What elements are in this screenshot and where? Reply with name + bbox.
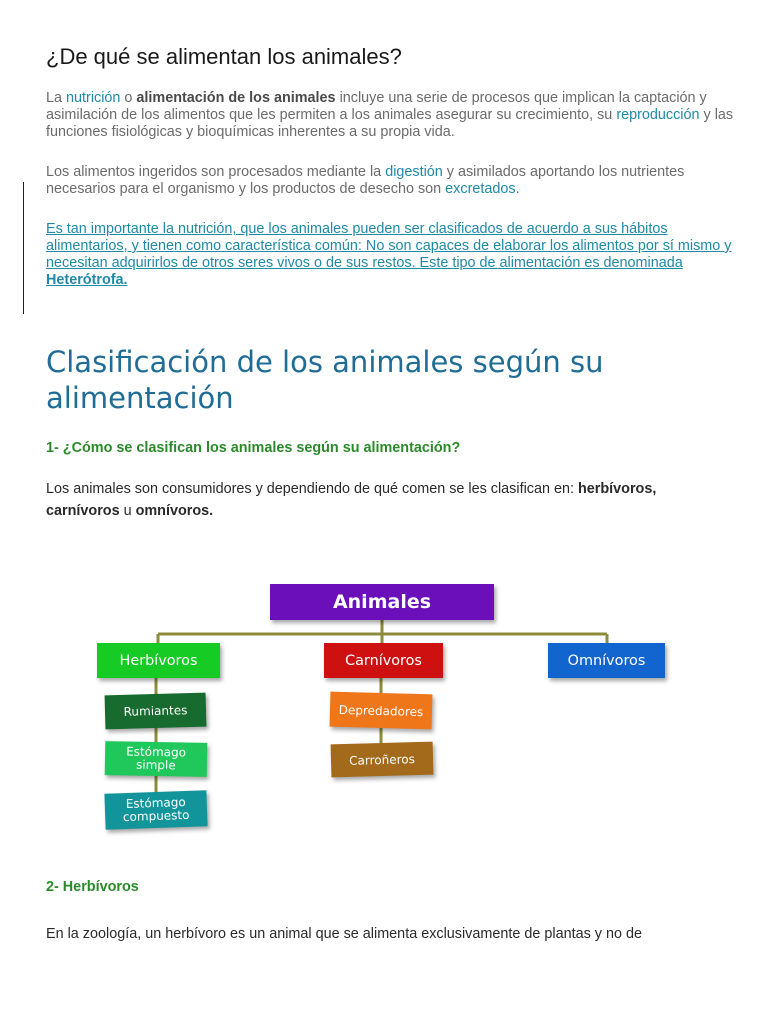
bold-alimentacion: alimentación de los animales [136, 90, 336, 106]
bold-heterotrofa: Heterótrofa. [46, 272, 128, 288]
node-animales: Animales [270, 584, 494, 620]
node-omnivoros: Omnívoros [548, 643, 665, 678]
node-rumiantes: Rumiantes [105, 693, 207, 730]
node-estomago-compuesto: Estómago compuesto [104, 790, 207, 830]
digestion-link[interactable]: digestión [385, 164, 443, 180]
margin-bar [23, 182, 24, 314]
nutricion-link[interactable]: nutrición [66, 90, 121, 106]
excretados-link[interactable]: excretados [445, 181, 516, 197]
classification-paragraph: Los animales son consumidores y dependiendo de qué comen se les clasifican en: herbívoros, carnívoros u omnívoros. [46, 481, 657, 519]
reproduccion-link[interactable]: reproducción [616, 107, 700, 123]
node-carnivoros: Carnívoros [324, 643, 443, 678]
node-carroneros: Carroñeros [331, 742, 434, 778]
question-1-heading: 1- ¿Cómo se clasifican los animales según su alimentación? [46, 440, 461, 456]
node-depredadores: Depredadores [330, 692, 433, 730]
question-2-heading: 2- Herbívoros [46, 879, 139, 895]
herbivoros-paragraph: En la zoología, un herbívoro es un animal que se alimenta exclusivamente de plantas y no de [46, 926, 642, 942]
intro-paragraph-2: Los alimentos ingeridos son procesados mediante la digestión y asimilados aportando los nutrientes necesarios para el organismo y los productos de desecho son excretados. [46, 164, 685, 197]
node-herbivoros: Herbívoros [97, 643, 220, 678]
section-heading: Clasificación de los animales según su alimentación [46, 345, 604, 415]
heterotrofa-link-paragraph[interactable]: Es tan importante la nutrición, que los animales pueden ser clasificados de acuerdo a sus hábitos alimentarios, y tienen como característica común: No son capaces de elaborar los alimentos por sí mismo y necesitan adquirirlos de otros seres vivos o de sus restos. Este tipo de alimentación es denominada Heterótrofa. [46, 221, 732, 288]
intro-paragraph-1: La nutrición o alimentación de los animales incluye una serie de procesos que implican la captación y asimilación de los alimentos que les permiten a los animales asegurar su crecimiento, su reproducción y las funciones fisiológicas y bioquímicas inherentes a su propia vida. [46, 90, 734, 140]
question-title: ¿De qué se alimentan los animales? [46, 44, 402, 69]
node-estomago-simple: Estómago simple [105, 741, 208, 777]
classification-diagram [0, 570, 768, 850]
